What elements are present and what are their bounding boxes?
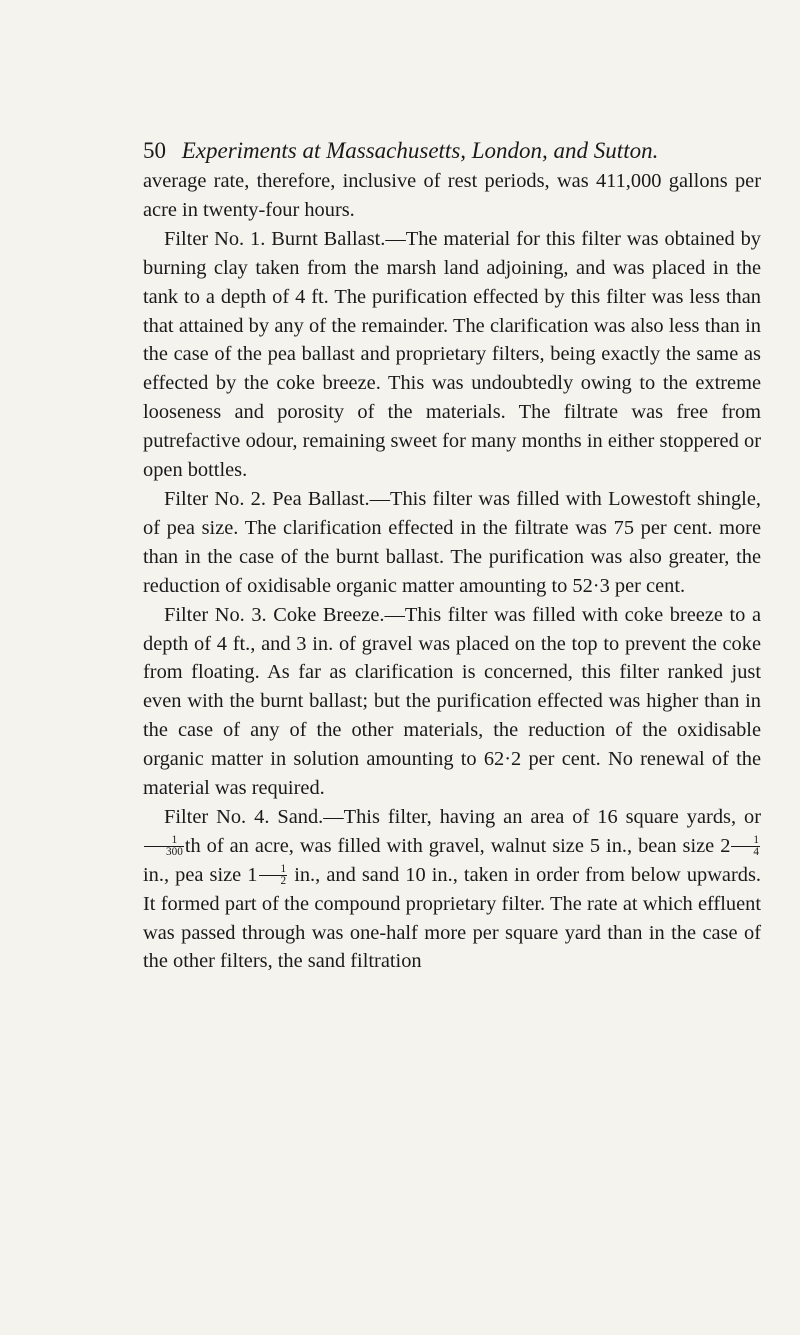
- paragraph-text-segment: th of an acre, was filled with gravel, walnut size 5 in., bean size 2: [184, 834, 731, 857]
- fraction-one-three-hundredth: [144, 835, 184, 858]
- fraction-numerator: 1: [259, 864, 288, 876]
- paragraph-text-segment: Filter No. 4. Sand.—This filter, having an area of 16 square yards, or: [164, 805, 761, 828]
- paragraph-filter-1-burnt-ballast: Filter No. 1. Burnt Ballast.—The material for this filter was obtained by burning clay taken from the marsh land adjoining, and was placed in the tank to a depth of 4 ft. The purification effected by this filter was less than that attained by any of the remainder. The clarification was also less than in the case of the pea ballast and proprietary filters, being exactly the same as effected by the coke breeze. This was undoubtedly owing to the extreme looseness and porosity of the materials. The filtrate was free from putrefactive odour, remaining sweet for many months in either stoppered or open bottles.: [143, 227, 761, 482]
- paragraph-text-segment: in., pea size 1: [143, 863, 258, 886]
- fraction-numerator: 1: [731, 835, 760, 847]
- fraction-denominator: 4: [753, 846, 759, 859]
- fraction-numerator: 1: [144, 835, 184, 847]
- paragraph-rate-summary: average rate, therefore, inclusive of rest periods, was 411,000 gallons per acre in twenty-four hours.: [143, 170, 761, 221]
- paragraph-filter-4-sand: [143, 803, 761, 976]
- running-title: Experiments at Massachusetts, London, and Sutton.: [181, 138, 659, 163]
- fraction-denominator: 2: [280, 875, 287, 888]
- running-head: [143, 136, 763, 166]
- body-text: [143, 167, 761, 976]
- paragraph-filter-3-coke-breeze: Filter No. 3. Coke Breeze.—This filter was filled with coke breeze to a depth of 4 ft., and 3 in. of gravel was placed on the top to prevent the coke from floating. As far as clarification is concerned, this filter ranked just even with the burnt ballast; but the purification effected was higher than in the case of any of the other materials, the reduction of the oxidisable organic matter in solution amounting to 62·2 per cent. No renewal of the material was required.: [143, 603, 761, 800]
- paragraph-filter-2-pea-ballast: Filter No. 2. Pea Ballast.—This filter was filled with Lowestoft shingle, of pea size. The clarification effected in the filtrate was 75 per cent. more than in the case of the burnt ballast. The purification was also greater, the reduction of oxidisable organic matter amounting to 52·3 per cent.: [143, 487, 761, 597]
- page-number: 50: [143, 138, 166, 163]
- fraction-one-quarter: [731, 835, 760, 858]
- fraction-denominator: 300: [166, 846, 183, 859]
- paragraph-text-segment: in., and sand 10 in., taken in order from below upwards. It formed part of the compound proprietary filter. The rate at which effluent was passed through was one-half more per square yard than in the case of the other filters, the sand filtration: [143, 863, 761, 973]
- fraction-one-half: [259, 864, 288, 887]
